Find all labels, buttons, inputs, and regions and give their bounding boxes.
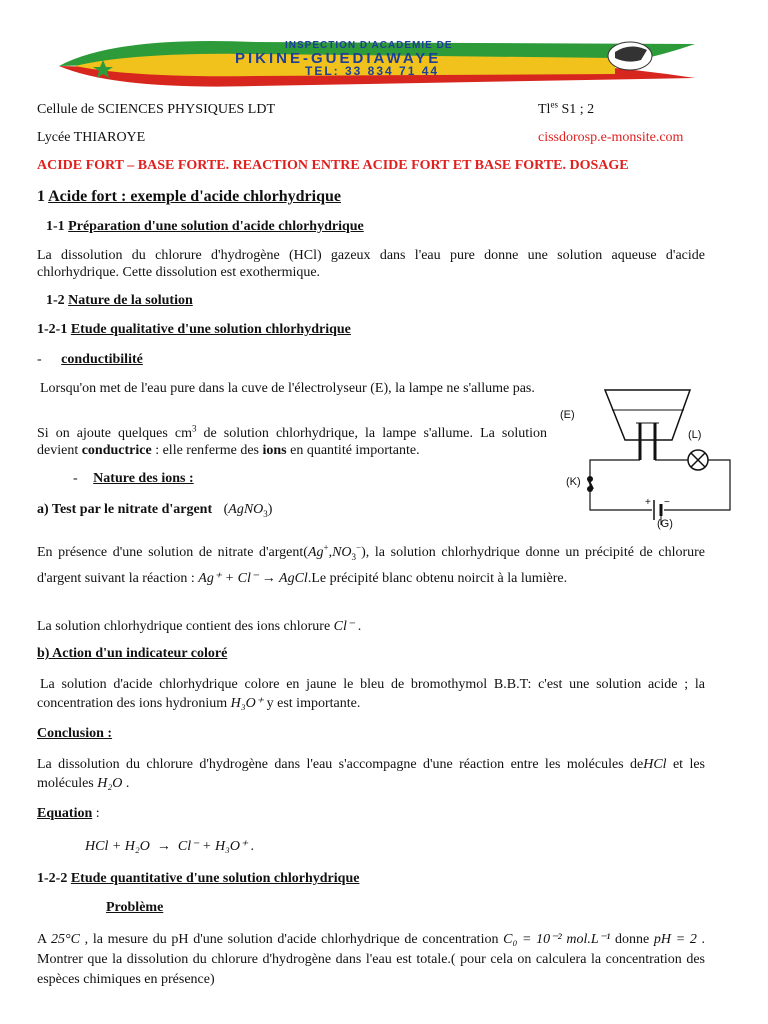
equation-heading: [37, 806, 100, 822]
label-plus: +: [645, 497, 651, 508]
wire-left: [590, 460, 652, 510]
header-school: Lycée THIAROYE: [37, 130, 146, 145]
presence-reaction: Ag⁺ + Cl⁻ → AgCl: [198, 571, 308, 586]
page-title: ACIDE FORT – BASE FORTE. REACTION ENTRE ACIDE FORT ET BASE FORTE. DOSAGE: [37, 158, 629, 173]
class-rest: S1 ; 2: [557, 102, 595, 117]
section-1-2-2-heading: [37, 871, 359, 887]
circuit-diagram: [560, 385, 740, 535]
label-g: (G): [657, 518, 673, 530]
ajoute-sup: 3: [191, 423, 197, 434]
section-1-1-heading: [46, 219, 364, 235]
probleme-text-c: donne: [610, 932, 654, 947]
probleme-text-b: , la mesure du pH d'une solution d'acide chlorhydrique de concentration: [79, 932, 504, 947]
section-1-title: Acide fort : exemple d'acide chlorhydrique: [48, 188, 341, 205]
contient-text-b: .: [354, 619, 362, 634]
test-a-sub: 3: [263, 508, 268, 519]
section-1-2-heading: [46, 293, 193, 309]
presence-text-a: En présence d'une solution de nitrate d'argent: [37, 545, 304, 560]
banner-line1: INSPECTION D'ACADEMIE DE: [285, 40, 453, 51]
label-e: (E): [560, 409, 575, 421]
paragraph-bbt: [37, 675, 705, 713]
bullet-nature-ions: [73, 471, 194, 487]
banner-logo: [55, 34, 715, 92]
bullet-label: conductibilité: [61, 352, 143, 367]
paragraph-probleme: [37, 930, 705, 990]
paragraph-lampe: Lorsqu'on met de l'eau pure dans la cuve de l'électrolyseur (E), la lampe ne s'allume pas.: [40, 381, 535, 396]
bbt-text-a: La solution d'acide chlorhydrique colore en jaune le bleu de bromothymol B.B.T: c'est une solution acide ; la concentration des ions hydronium: [37, 677, 705, 711]
bullet-dash: -: [73, 471, 78, 486]
label-minus: −: [664, 497, 670, 508]
section-1-1-title: Préparation d'une solution d'acide chlorhydrique: [68, 219, 364, 234]
probleme-temp: 25°C: [51, 932, 80, 947]
class-main: Tl: [538, 102, 551, 117]
header-cell: Cellule de SCIENCES PHYSIQUES LDT: [37, 102, 275, 117]
probleme-text-a: A: [37, 932, 52, 947]
paragraph-presence: En présence d'une solution de nitrate $d'argent(Ag^+,NO_3^-)$, la solution chlorhydrique donne un précipité de chlorure d'argent suivant la réaction : Ag⁺ + Cl⁻ → AgCl.Le précipité blanc obtenu noircit à la lumière.: [37, 542, 706, 586]
section-1-2-title: Nature de la solution: [68, 293, 193, 308]
section-1-2-1-heading: [37, 322, 351, 338]
presence-ion1: Ag: [307, 545, 324, 560]
section-1-heading: [37, 188, 341, 206]
bbt-text-b: y est importante.: [263, 696, 361, 711]
ajoute-text-a: Si on ajoute quelques cm: [37, 426, 192, 441]
paragraph-dissolution: La dissolution du chlorure d'hydrogène (HCl) gazeux dans l'eau pure donne une solution aqueuse d'acide chlorhydrique. Cette dissolution est exothermique.: [37, 248, 705, 280]
bullet-dash: -: [37, 352, 42, 367]
ajoute-text-c: : elle renferme des: [151, 443, 263, 458]
section-1-2-1-num: 1-2-1: [37, 322, 71, 337]
section-1-num: 1: [37, 188, 49, 205]
conclusion-text-a: La dissolution du chlorure d'hydrogène dans l'eau s'accompagne d'une réaction entre les molécules de: [37, 757, 644, 772]
probleme-text-d: . Montrer que la dissolution du chlorure d'hydrogène dans l'eau est totale.( pour cela on calculera la concentration des espèces chimiques en présence): [37, 932, 706, 987]
bullet-label: Nature des ions :: [93, 471, 194, 486]
equation-formula: HCl + H₂O → Cl⁻ + H₃O⁺ .: [85, 839, 255, 854]
test-a-formula-text: AgNO: [228, 502, 264, 517]
section-1-2-num: 1-2: [46, 293, 69, 308]
presence-ion2: NO: [332, 545, 352, 560]
section-1-2-1-title: Etude qualitative d'une solution chlorhydrique: [70, 322, 351, 337]
probleme-heading: Problème: [106, 900, 164, 915]
ajoute-text-b: de solution chlorhydrique, la lampe s'allume. La solution devient: [37, 426, 547, 458]
test-a-formula: (AgNO$_3$): [223, 502, 273, 519]
conclusion-text-c: .: [122, 776, 130, 791]
paragraph-ajoute: [37, 425, 547, 459]
equation-colon: :: [92, 806, 100, 821]
equation-label: Equation: [37, 806, 93, 821]
header-class: [538, 99, 595, 118]
label-l: (L): [688, 429, 702, 441]
contient-text-a: La solution chlorhydrique contient des ions chlorure: [37, 619, 334, 634]
section-1-1-num: 1-1: [46, 219, 69, 234]
section-1-2-2-num: 1-2-2: [37, 871, 71, 886]
header-website: cissdorosp.e-monsite.com: [538, 130, 684, 145]
probleme-ph: pH = 2: [653, 932, 697, 947]
paragraph-contient: [37, 618, 705, 635]
banner-line2: PIKINE-GUEDIAWAYE: [235, 50, 442, 67]
bbt-ion: H₃O⁺: [230, 696, 264, 711]
ajoute-ions: ions: [262, 443, 287, 458]
label-k: (K): [566, 476, 581, 488]
conclusion-hcl: HCl: [643, 757, 667, 772]
probleme-conc: C₀ = 10⁻² mol.L⁻¹: [503, 932, 611, 947]
banner-line3: TEL: 33 834 71 44: [305, 64, 440, 78]
conclusion-h2o: H₂O: [97, 776, 123, 791]
test-a-label: a) Test par le nitrate d'argent: [37, 502, 213, 517]
section-1-2-2-title: Etude quantitative d'une solution chlorhydrique: [70, 871, 360, 886]
test-b-heading: b) Action d'un indicateur coloré: [37, 646, 228, 661]
contient-ion: Cl⁻: [333, 619, 355, 634]
conclusion-heading: Conclusion :: [37, 726, 113, 741]
class-sup: es: [550, 99, 558, 110]
electrolyser-cell: [605, 390, 690, 440]
paragraph-conclusion: [37, 755, 705, 793]
presence-text-c: .Le précipité blanc obtenu noircit à la lumière.: [307, 571, 568, 586]
conclusion-text-b: et les molécules: [37, 757, 706, 791]
test-a-heading: [37, 502, 272, 518]
ajoute-conductrice: conductrice: [81, 443, 152, 458]
ajoute-text-d: en quantité importante.: [286, 443, 420, 458]
circuit-svg: [560, 385, 740, 535]
bullet-conductibilite: [37, 352, 143, 368]
presence-text-b: , la solution chlorhydrique donne un précipité de chlorure d'argent suivant la réaction :: [37, 545, 706, 586]
